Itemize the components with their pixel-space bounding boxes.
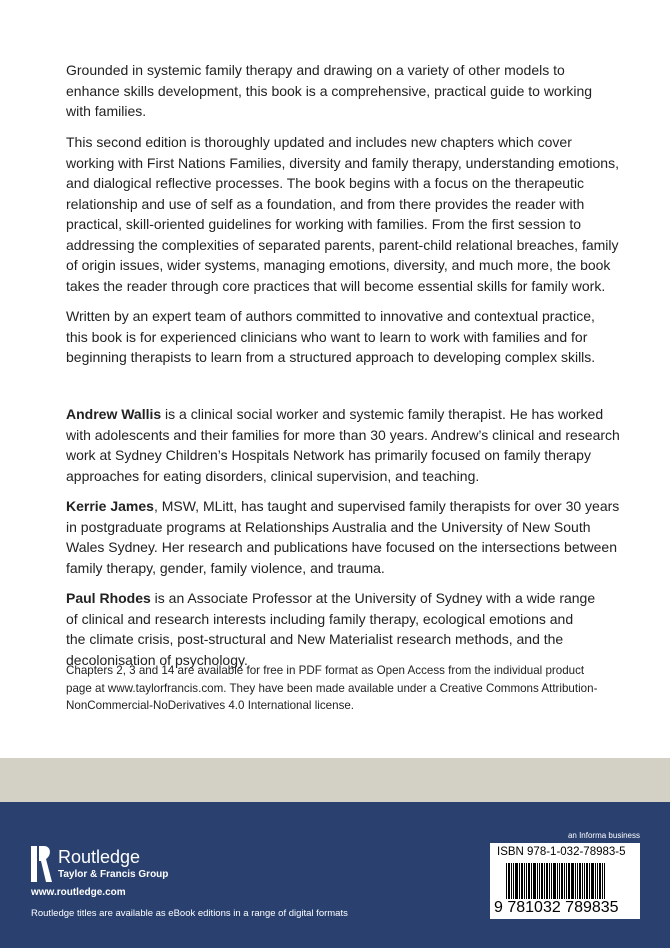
text-line: of clinical and research interests including family therapy, ecological emotions and	[66, 610, 574, 627]
ebook-note: Routledge titles are available as eBook editions in a range of digital formats	[31, 908, 348, 919]
text-line: working with First Nations Families, diversity and family therapy, understanding emotions,	[66, 154, 619, 171]
text-line: enhance skills development, this book is a comprehensive, practical guide to working	[66, 82, 593, 99]
author-bio-james	[66, 496, 626, 578]
isbn-text: ISBN 978-1-032-78983-5	[497, 846, 626, 858]
text-line: decolonisation of psychology.	[66, 651, 248, 668]
barcode-bar	[571, 863, 574, 899]
barcode-bar	[513, 863, 514, 899]
barcode-bar	[531, 863, 532, 899]
barcode-bar	[577, 863, 578, 899]
gray-band	[0, 758, 670, 802]
barcode-bar	[541, 863, 543, 899]
text-line: family therapy, gender, family violence, and trauma.	[66, 559, 385, 576]
barcode-bar	[521, 863, 523, 899]
barcode-bar	[584, 863, 585, 899]
barcode-number: 9 781032 789835	[494, 899, 619, 916]
barcode-bar	[526, 863, 527, 899]
publisher-group: Taylor & Francis Group	[58, 869, 169, 880]
barcode-bar	[506, 863, 507, 899]
barcode-bar	[537, 863, 538, 899]
barcode-bar	[586, 863, 588, 899]
text-line: , MSW, MLitt, has taught and supervised family therapists for over 30 years	[153, 498, 620, 514]
text-line: and dialogical reflective processes. The book begins with a focus on the therapeutic	[66, 175, 585, 191]
barcode-bar	[604, 863, 605, 899]
barcode-bar	[591, 863, 594, 899]
text-line: with families.	[66, 103, 147, 119]
text-line: This second edition is thoroughly updated and includes new chapters which cover	[66, 134, 572, 150]
barcode-bar	[597, 863, 598, 899]
barcode-bar	[589, 863, 590, 899]
barcode-icon	[506, 863, 628, 899]
author-bio-rhodes	[66, 588, 626, 670]
routledge-logo-icon	[31, 846, 53, 882]
barcode-bar	[511, 863, 512, 899]
barcode-bar	[575, 863, 576, 899]
text-line: practical, skill-oriented guidelines for working with families. From the first session to	[66, 216, 582, 232]
text-line: page at www.taylorfrancis.com. They have been made available under a Creative Commons Attribution-	[66, 681, 598, 695]
text-line: is an Associate Professor at the University of Sydney with a wide range	[150, 590, 596, 606]
text-line: addressing the complexities of separated parents, parent-child relational breaches, family	[66, 236, 619, 253]
publisher-url[interactable]: www.routledge.com	[31, 887, 126, 898]
barcode-bar	[579, 863, 581, 899]
informa-tagline: an Informa business	[567, 831, 640, 840]
text-line: of origin issues, wider systems, managing emotions, diversity, and much more, the book	[66, 257, 611, 273]
text-line: takes the reader through core practices that will become essential skills for family work.	[66, 277, 606, 294]
publisher-name: Routledge	[58, 847, 141, 867]
description-paragraph-2	[66, 132, 626, 296]
barcode-bar	[533, 863, 536, 899]
text-line: work at Sydney Children’s Hospitals Network has primarily focused on family therapy	[66, 447, 591, 463]
text-line: beginning therapists to learn from a structured approach to developing complex skills.	[66, 349, 596, 365]
barcode-bar	[553, 863, 556, 899]
text-line: NonCommercial-NoDerivatives 4.0 International license.	[66, 699, 355, 712]
text-line: Wales Sydney. Her research and publications have focused on the intersections between	[66, 539, 617, 555]
barcode-bar	[568, 863, 570, 899]
barcode-bar	[561, 863, 563, 899]
barcode-bar	[539, 863, 540, 899]
text-line: the climate crisis, post-structural and New Materialist research methods, and the	[66, 631, 564, 647]
author-name: Kerrie James	[66, 498, 154, 514]
barcode-bar	[557, 863, 558, 899]
author-name: Andrew Wallis	[66, 406, 162, 422]
description-paragraph-1	[66, 60, 626, 122]
text-line: Grounded in systemic family therapy and drawing on a variety of other models to	[66, 62, 565, 78]
text-line: with adolescents and their families for more than 30 years. Andrew’s clinical and research	[66, 426, 620, 443]
open-access-note	[66, 662, 626, 715]
author-name: Paul Rhodes	[66, 590, 151, 606]
barcode-bar	[544, 863, 545, 899]
text-line: Chapters 2, 3 and 14 are available for free in PDF format as Open Access from the individual product	[66, 664, 585, 677]
text-line: Written by an expert team of authors committed to innovative and contextual practice,	[66, 308, 595, 324]
isbn-barcode	[490, 843, 640, 919]
barcode-bar	[508, 863, 510, 899]
text-line: relationship and use of self as a foundation, and from there provides the reader with	[66, 195, 585, 212]
text-line: approaches for eating disorders, clinical supervision, and teaching.	[66, 467, 480, 484]
barcode-bar	[566, 863, 567, 899]
barcode-bar	[546, 863, 548, 899]
barcode-bar	[599, 863, 601, 899]
barcode-bar	[559, 863, 560, 899]
barcode-bar	[595, 863, 596, 899]
text-line: this book is for experienced clinicians who want to learn to work with families and for	[66, 328, 588, 345]
barcode-bar	[602, 863, 603, 899]
barcode-bar	[582, 863, 583, 899]
barcode-bar	[564, 863, 565, 899]
text-line: is a clinical social worker and systemic family therapist. He has worked	[161, 406, 604, 422]
barcode-bar	[515, 863, 518, 899]
author-bio-wallis	[66, 404, 626, 486]
barcode-bar	[551, 863, 552, 899]
barcode-bar	[528, 863, 530, 899]
description-paragraph-3	[66, 306, 626, 368]
barcode-bar	[549, 863, 550, 899]
text-line: in postgraduate programs at Relationships Australia and the University of New South	[66, 518, 591, 535]
barcode-bar	[519, 863, 520, 899]
barcode-bar	[524, 863, 525, 899]
